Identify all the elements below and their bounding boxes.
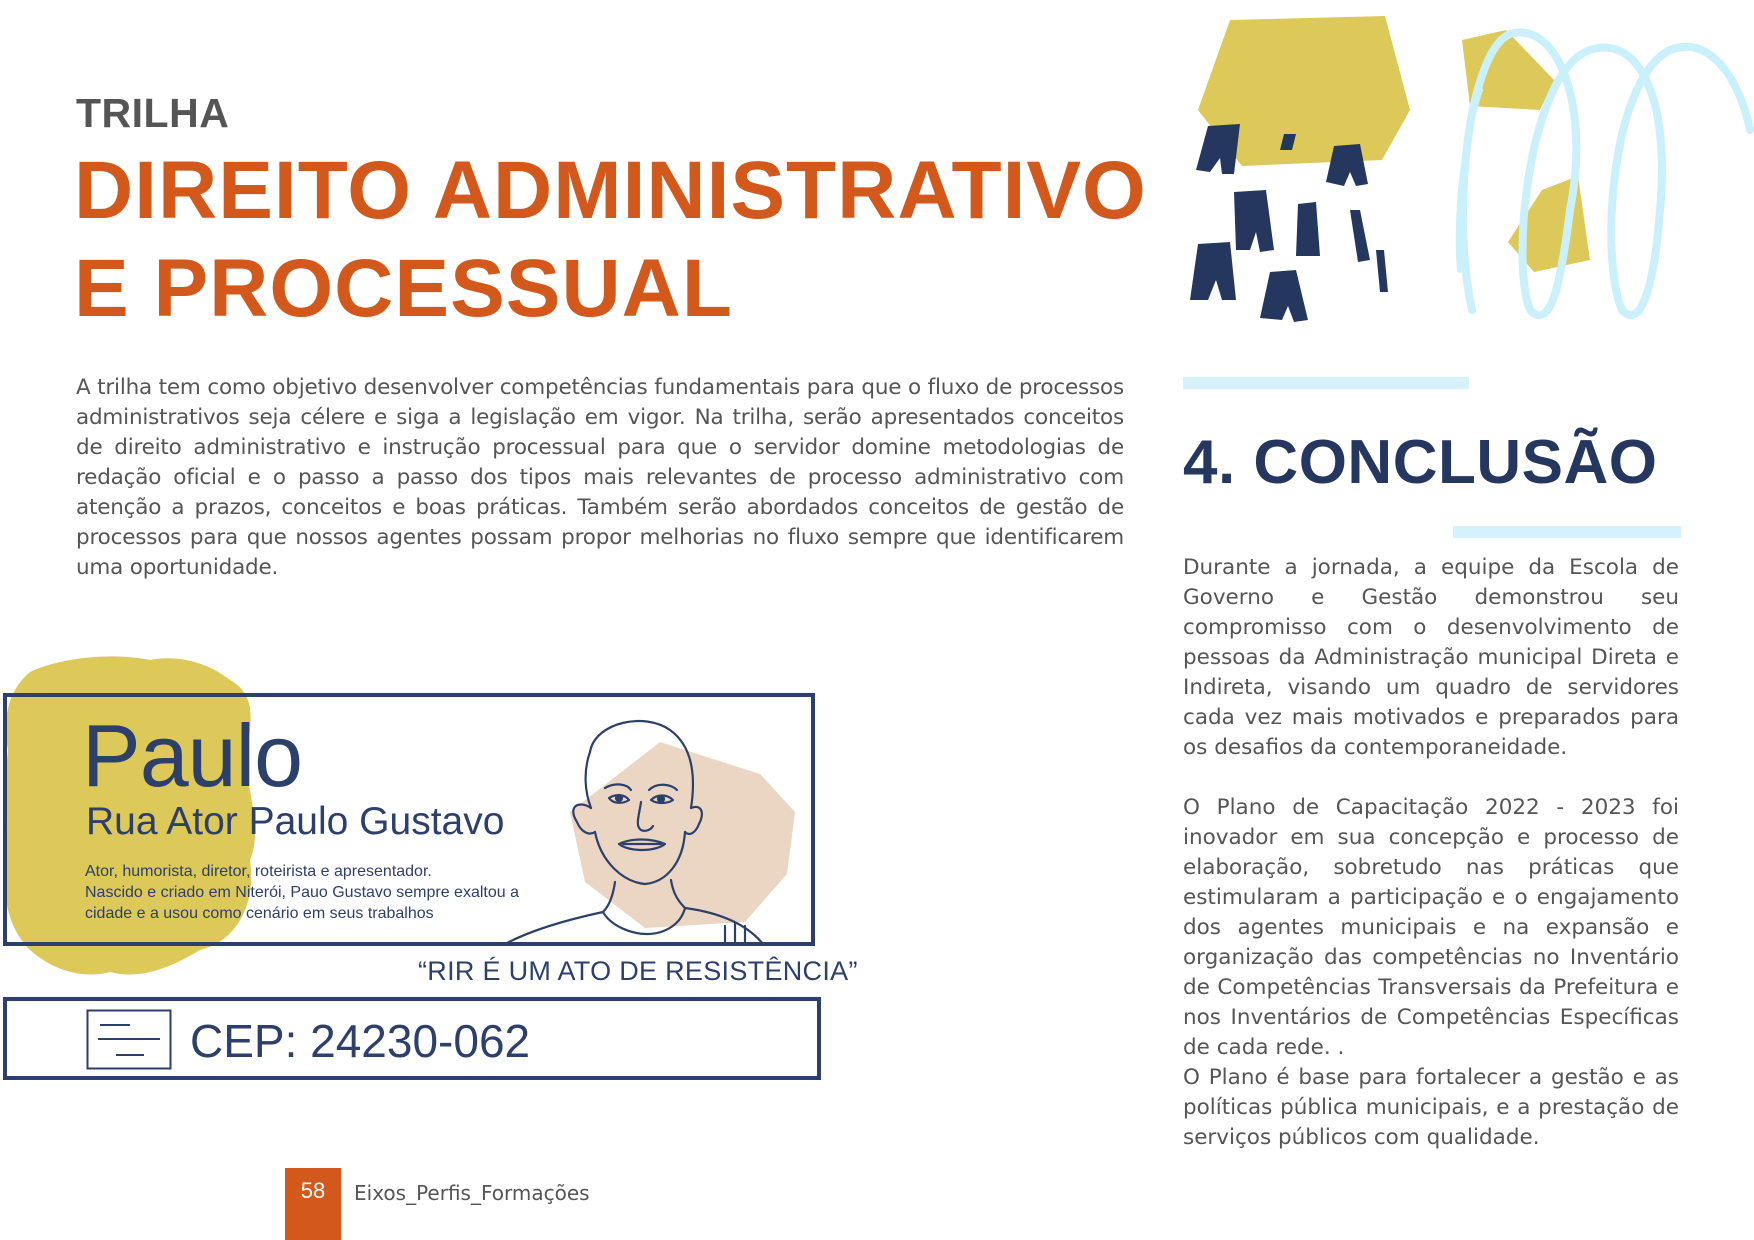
section-kicker: TRILHA — [76, 90, 230, 136]
bio-line-3: cidade e a usou como cenário em seus trabalhos — [85, 905, 434, 922]
bio-line-1: Ator, humorista, diretor, roteirista e apresentador. — [85, 863, 432, 880]
map-sign-icon — [86, 1009, 172, 1070]
bio-line-2: Nascido e criado em Niterói, Pauo Gustavo sempre exaltou a — [85, 884, 519, 901]
conclusion-heading: 4. CONCLUSÃO — [1183, 428, 1658, 497]
postal-code: CEP: 24230-062 — [190, 1015, 531, 1067]
page-number: 58 — [300, 1178, 326, 1203]
honoree-quote: “RIR É UM ATO DE RESISTÊNCIA” — [418, 956, 858, 986]
conclusion-paragraph-3: O Plano é base para fortalecer a gestão e as políticas pública municipais, e a prestação de serviços públicos com qualidade. — [1183, 1065, 1679, 1150]
title-line-1: DIREITO ADMINISTRATIVO — [74, 145, 1147, 236]
honoree-bio — [85, 861, 555, 924]
heading-rule-bottom — [1453, 526, 1681, 538]
portrait-line-drawing-icon — [495, 712, 805, 946]
title-line-2: E PROCESSUAL — [74, 243, 733, 334]
street-name: Rua Ator Paulo Gustavo — [86, 800, 505, 843]
honoree-name: Paulo — [82, 706, 303, 805]
decorative-shapes-illustration — [1170, 10, 1754, 345]
conclusion-paragraph-2: O Plano de Capacitação 2022 - 2023 foi inovador em sua concepção e processo de elaboração, sobretudo nas práticas que estimularam a participação e o engajamento dos agentes municipais e na expansão e organização das competências no Inventário de Competências Transversais da Prefeitura e nos Inventários de Competências Específicas de cada rede. . — [1183, 795, 1679, 1060]
page-title — [74, 142, 1147, 338]
intro-paragraph: A trilha tem como objetivo desenvolver competências fundamentais para que o fluxo de processos administrativos seja célere e siga a legislação em vigor. Na trilha, serão apresentados conceitos de direito administrativo e instrução processual para que o servidor domine metodologias de redação oficial e o passo a passo dos tipos mais relevantes de processo administrativo com atenção a prazos, conceitos e boas práticas. Também serão abordados conceitos de gestão de processos para que nossos agentes possam propor melhorias no fluxo sempre que identificarem uma oportunidade. — [76, 375, 1124, 580]
heading-rule-top — [1183, 377, 1469, 389]
footer-section-label: Eixos_Perfis_Formações — [354, 1181, 590, 1205]
conclusion-paragraph-1: Durante a jornada, a equipe da Escola de Governo e Gestão demonstrou seu compromisso com o desenvolvimento de pessoas da Administração municipal Direta e Indireta, visando um quadro de servidores cada vez mais motivados e preparados para os desafios da contemporaneidade. — [1183, 555, 1679, 760]
